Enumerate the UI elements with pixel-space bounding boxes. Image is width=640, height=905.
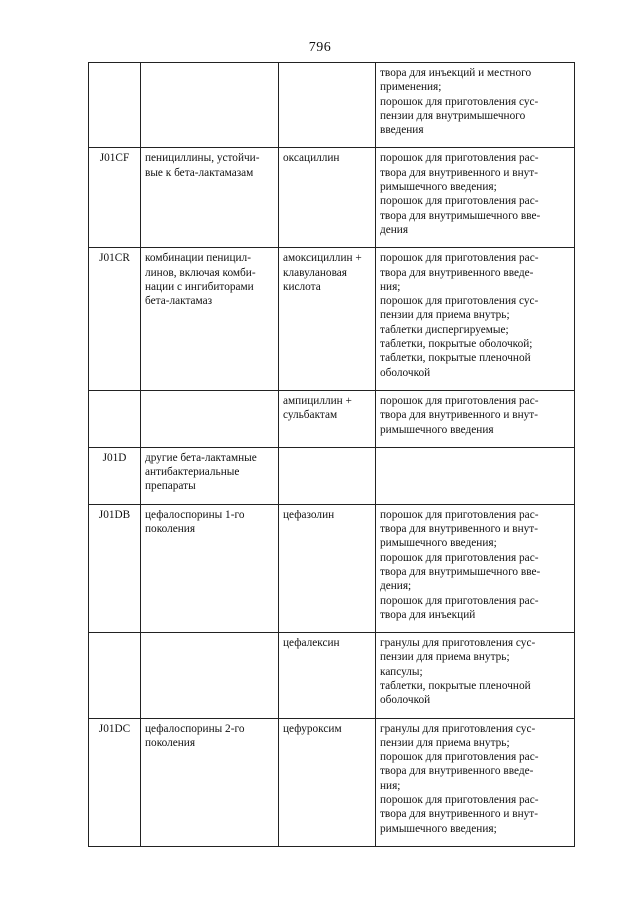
group-cell: цефалоспорины 2-го поколения (141, 718, 279, 846)
drug-cell: цефалексин (279, 633, 376, 718)
table-row (89, 63, 575, 148)
atc-code-cell (89, 63, 141, 148)
group-cell: цефалоспорины 1-го поколения (141, 504, 279, 632)
dosage-form-cell: твора для инъекций и местного применения; порошок для приготовления сус- пензии для внутримышечного введения (376, 63, 575, 148)
atc-code-cell: J01DC (89, 718, 141, 846)
dosage-form-cell: гранулы для приготовления сус- пензии для приема внутрь; капсулы; таблетки, покрытые пленочной оболочкой (376, 633, 575, 718)
drug-classification-table (88, 62, 575, 847)
drug-cell: цефуроксим (279, 718, 376, 846)
dosage-form-cell: порошок для приготовления рас- твора для внутривенного и внут- римышечного введения; порошок для приготовления рас- твора для внутримышечного вве- дения; порошок для приготовления рас- твора для инъекций (376, 504, 575, 632)
atc-code-cell: J01D (89, 447, 141, 504)
atc-code-cell: J01CF (89, 148, 141, 248)
group-cell (141, 633, 279, 718)
group-cell: комбинации пеницил- линов, включая комби- нации с ингибиторами бета-лактамаз (141, 248, 279, 391)
table-row (89, 633, 575, 718)
drug-cell (279, 63, 376, 148)
dosage-form-cell: порошок для приготовления рас- твора для внутривенного и внут- римышечного введения; порошок для приготовления рас- твора для внутримышечного вве- дения (376, 148, 575, 248)
dosage-form-cell (376, 447, 575, 504)
drug-cell (279, 447, 376, 504)
atc-code-cell (89, 633, 141, 718)
group-cell: пенициллины, устойчи- вые к бета-лактамазам (141, 148, 279, 248)
table-row (89, 718, 575, 846)
atc-code-cell: J01DB (89, 504, 141, 632)
group-cell (141, 390, 279, 447)
table-row (89, 447, 575, 504)
table-row (89, 148, 575, 248)
dosage-form-cell: порошок для приготовления рас- твора для внутривенного и внут- римышечного введения (376, 390, 575, 447)
drug-cell: ампициллин + сульбактам (279, 390, 376, 447)
group-cell: другие бета-лактамные антибактериальные препараты (141, 447, 279, 504)
table-row (89, 504, 575, 632)
atc-code-cell: J01CR (89, 248, 141, 391)
page-number: 796 (308, 40, 332, 55)
atc-code-cell (89, 390, 141, 447)
dosage-form-cell: порошок для приготовления рас- твора для внутривенного введе- ния; порошок для приготовления сус- пензии для приема внутрь; таблетки диспергируемые; таблетки, покрытые оболочкой; таблетки, покрытые пленочной оболочкой (376, 248, 575, 391)
group-cell (141, 63, 279, 148)
dosage-form-cell: гранулы для приготовления сус- пензии для приема внутрь; порошок для приготовления рас- твора для внутривенного введе- ния; порошок для приготовления рас- твора для внутривенного и внут- римышечного введения; (376, 718, 575, 846)
drug-cell: цефазолин (279, 504, 376, 632)
table-row (89, 248, 575, 391)
drug-cell: оксациллин (279, 148, 376, 248)
drug-cell: амоксициллин + клавулановая кислота (279, 248, 376, 391)
table-row (89, 390, 575, 447)
